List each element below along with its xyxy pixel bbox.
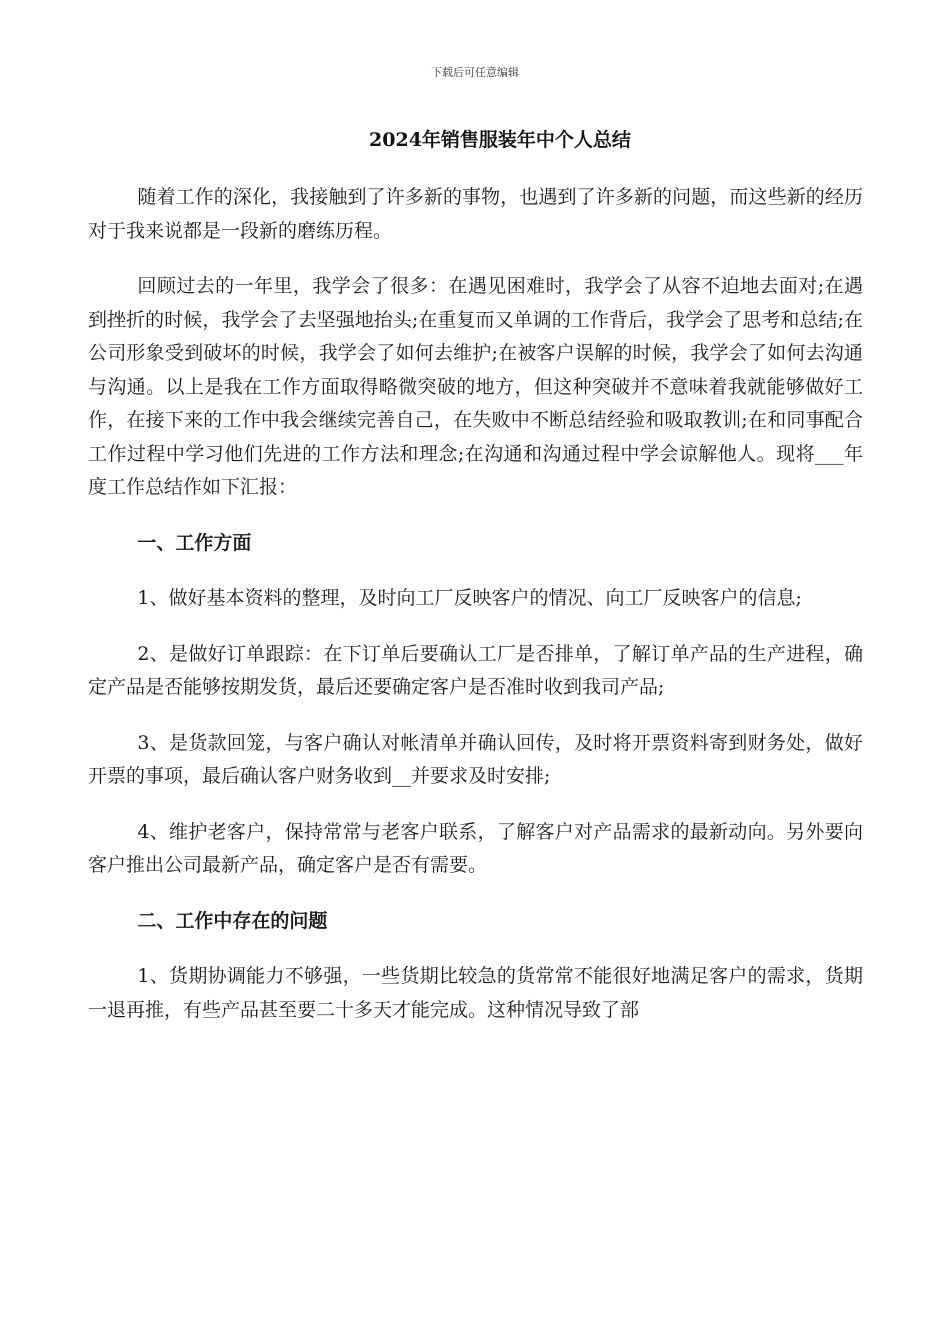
paragraph-intro: 随着工作的深化，我接触到了许多新的事物，也遇到了许多新的问题，而这些新的经历对于我来说都是一段新的磨练历程。 (88, 186, 863, 242)
list-item-1: 1、做好基本资料的整理，及时向工厂反映客户的情况、向工厂反映客户的信息; (137, 587, 802, 609)
header-note: 下载后可任意编辑 (431, 66, 519, 79)
list-item-4: 4、维护老客户，保持常常与老客户联系，了解客户对产品需求的最新动向。另外要向客户推出公司最新产品，确定客户是否有需要。 (88, 820, 863, 876)
document-title: 2024年销售服装年中个人总结 (369, 129, 631, 151)
list-item-2: 2、是做好订单跟踪：在下订单后要确认工厂是否排单，了解订单产品的生产进程，确定产品是否能够按期发货，最后还要确定客户是否准时收到我司产品; (88, 642, 863, 698)
section-heading-problems: 二、工作中存在的问题 (137, 909, 328, 932)
problem-item-1: 1、货期协调能力不够强，一些货期比较急的货常常不能很好地满足客户的需求，货期一退再推，有些产品甚至要二十多天才能完成。这种情况导致了部 (88, 965, 863, 1021)
document-body (88, 181, 863, 1049)
paragraph-review: 回顾过去的一年里，我学会了很多：在遇见困难时，我学会了从容不迫地去面对;在遇到挫折的时候，我学会了去坚强地抬头;在重复而又单调的工作背后，我学会了思考和总结;在公司形象受到破坏的时候，我学会了如何去维护;在被客户误解的时候，我学会了如何去沟通与沟通。以上是我在工作方面取得略微突破的地方，但这种突破并不意味着我就能够做好工作，在接下来的工作中我会继续完善自己，在失败中不断总结经验和吸取教训;在和同事配合工作过程中学习他们先进的工作方法和理念;在沟通和沟通过程中学会谅解他人。现将___年度工作总结作如下汇报： (88, 275, 863, 498)
section-heading-work: 一、工作方面 (137, 531, 252, 554)
list-item-3: 3、是货款回笼，与客户确认对帐清单并确认回传，及时将开票资料寄到财务处，做好开票的事项，最后确认客户财务收到__并要求及时安排; (88, 731, 863, 787)
